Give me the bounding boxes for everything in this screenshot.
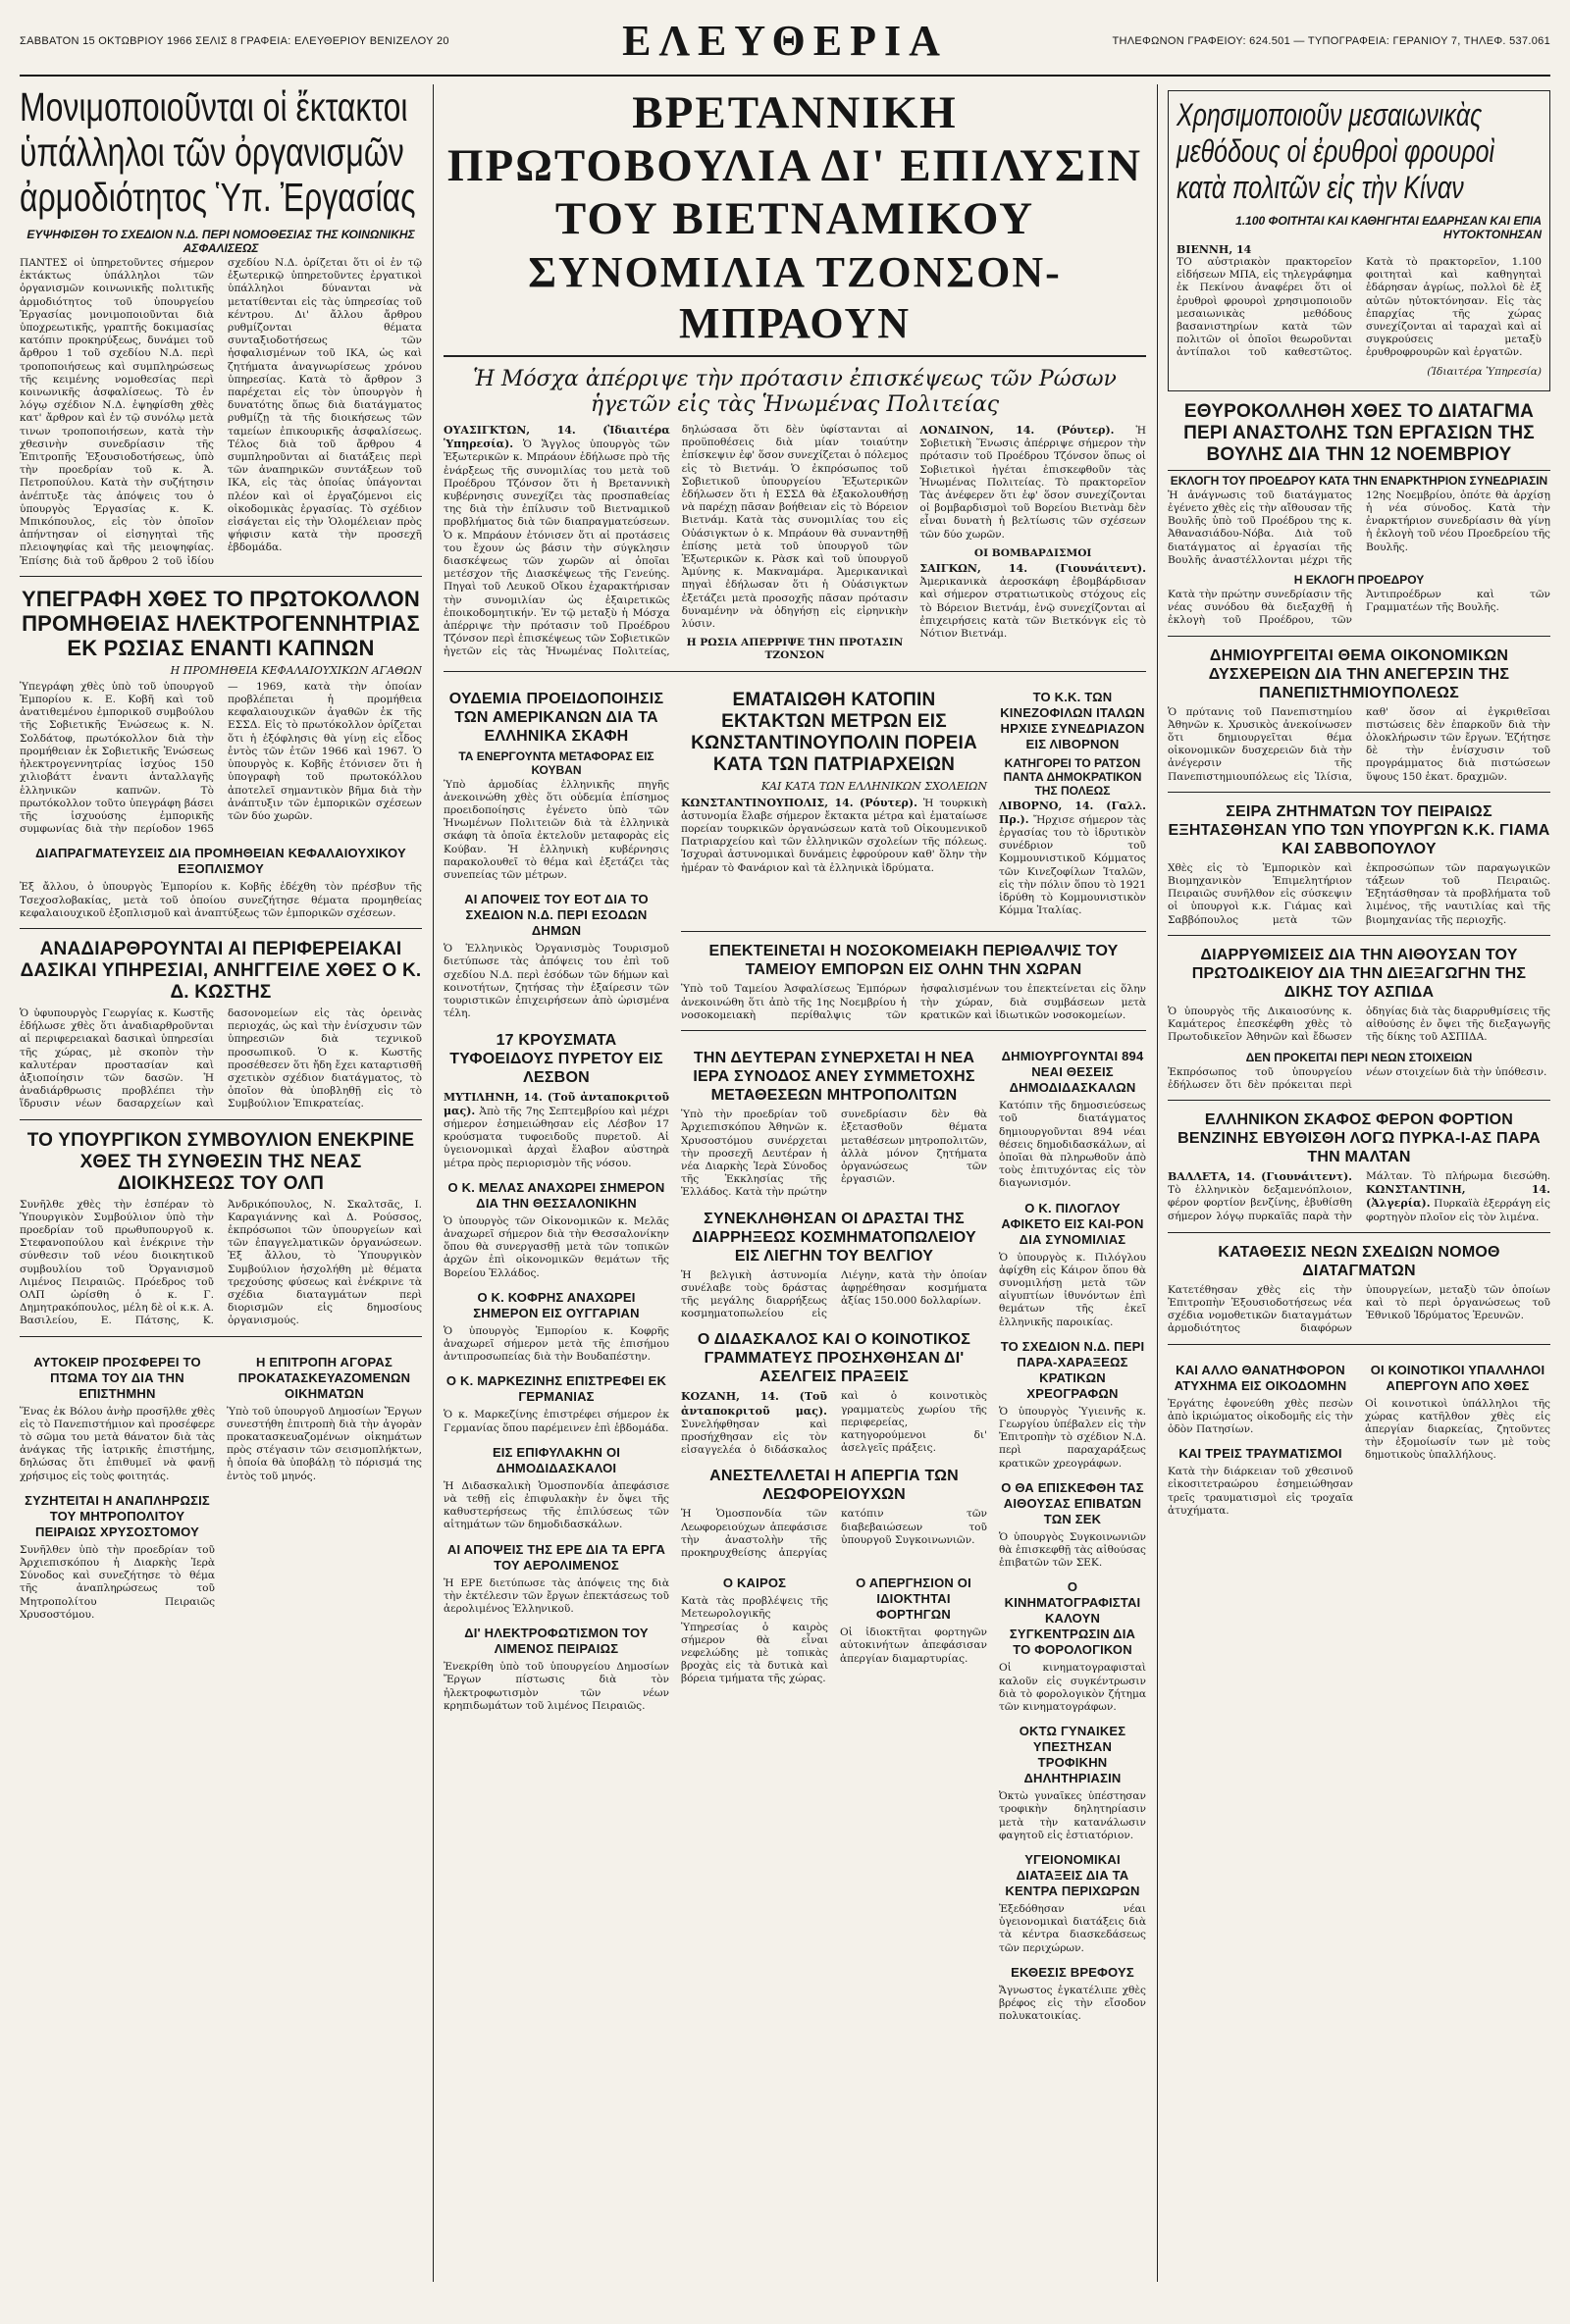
headline-atyxima: ΚΑΙ ΑΛΛΟ ΘΑΝΑΤΗΦΟΡΟΝ ΑΤΥΧΗΜΑ ΕΙΣ ΟΙΚΟΔΟΜΗΝ bbox=[1174, 1362, 1347, 1393]
article-body: Ἡ ΕΡΕ διετύπωσε τὰς ἀπόψεις της διὰ τὴν ἐκτέλεσιν τῶν ἔργων ἐπεκτάσεως τοῦ ἀερολιμένος Ἑλληνικοῦ. bbox=[444, 1576, 669, 1615]
article-body: Συνῆλθε χθὲς τὴν ἑσπέραν τὸ Ὑπουργικὸν Συμβούλιον ὑπὸ τὴν προεδρίαν τοῦ πρωθυπουργοῦ κ. Στεφανοπούλου καὶ ἐνέκρινε τὴν σύνθεσιν τοῦ νέου διοικητικοῦ συμβουλίου τοῦ Ὀργανισμοῦ Λιμένος Πειραιῶς. Πρόεδρος τοῦ ΟΛΠ ὡρίσθη ὁ κ. Γ. Δημητρακόπουλος, μέλη δὲ οἱ κ.κ. Α. Βασιλείου, Ε. Πάτσης, Κ. Ἀνδρικόπουλος, Ν. Σκαλτσᾶς, Ι. Καραγιάννης καὶ Δ. Ρούσσος, ἐκπρόσωποι τῶν ὑπουργείων καὶ τῶν ἐπαγγελματικῶν ὀργανώσεων. Ἐξ ἄλλου, τὸ Ὑπουργικὸν Συμβούλιον ἠσχολήθη μὲ θέματα τρεχούσης φύσεως καὶ ἐνέκρινε τὰ σχέδια διαταγμάτων περὶ διορισμῶν εἰς δημοσίους ὀργανισμούς. bbox=[20, 1198, 422, 1327]
headline-fortigon: Ο ΑΠΕΡΓΗΣΙΟΝ ΟΙ ΙΔΙΟΚΤΗΤΑΙ ΦΟΡΤΗΓΩΝ bbox=[856, 1575, 971, 1623]
article-body: Ὑπὸ ἁρμοδίας ἑλληνικῆς πηγῆς ἀνεκοινώθη χθὲς ὅτι οὐδεμία ἐπίσημος προειδοποίησις ἐγένετο ὑπὸ τῶν Ἡνωμένων Πολιτειῶν διὰ τὰ ἑλληνικὰ σκάφη τὰ ὁποῖα ἐκτελοῦν μεταφορὰς εἰς Κούβαν. Ἡ ἑλληνικὴ κυβέρνησις παρακολουθεῖ τὸ θέμα καὶ ἐξετάζει τὰς συνεπείας τῶν μέτρων. bbox=[444, 778, 669, 882]
subheading: ΔΙΑΠΡΑΓΜΑΤΕΥΣΕΙΣ ΔΙΑ ΠΡΟΜΗΘΕΙΑΝ ΚΕΦΑΛΑΙΟΥΧΙΚΟΥ ΕΞΟΠΛΙΣΜΟΥ bbox=[35, 846, 406, 877]
article-body: Κατὰ τὰς προβλέψεις τῆς Μετεωρολογικῆς Ὑπηρεσίας ὁ καιρὸς σήμερον θὰ εἶναι νεφελώδης μὲ τοπικὰς βροχὰς εἰς τὰ δυτικὰ καὶ βόρεια τμήματα τῆς χώρας. bbox=[681, 1595, 828, 1685]
headline-ygeionomikai: ΥΓΕΙΟΝΟΜΙΚΑΙ ΔΙΑΤΑΞΕΙΣ ΔΙΑ ΤΑ ΚΕΝΤΡΑ ΠΕΡΙΧΩΡΩΝ bbox=[1005, 1851, 1140, 1898]
lead-sub-body: Ἡ Σοβιετικὴ Ἕνωσις ἀπέρριψε σήμερον τὴν πρότασιν τοῦ Προέδρου Τζόνσον ὅπως οἱ Σοβιετικοὶ ἡγέται ἐπισκεφθοῦν τὰς Ἡνωμένας Πολιτείας. Τὸ πρακτορεῖον Τὰς ἀνέφερεν ὅτι ἐφ' ὅσον συνεχίζονται οἱ βομβαρδισμοὶ τοῦ Βορείου Βιετνὰμ δὲν εἶναι δυνατὴ ἡ βελτίωσις τῶν σχέσεων τῶν δύο χωρῶν. bbox=[919, 425, 1146, 541]
dateline: ΛΙΒΟΡΝΟ, 14. (Γαλλ. Πρ.). bbox=[999, 799, 1146, 826]
headline-kouba: ΟΥΔΕΜΙΑ ΠΡΟΕΙΔΟΠΟΙΗΣΙΣ ΤΩΝ ΑΜΕΡΙΚΑΝΩΝ ΔΙΑ ΤΑ ΕΛΛΗΝΙΚΑ ΣΚΑΦΗ bbox=[448, 690, 664, 745]
article-body: Ὁ ὑπουργὸς τῶν Οἰκονομικῶν κ. Μελᾶς ἀναχωρεῖ σήμερον διὰ τὴν Θεσσαλονίκην ὅπου θὰ συνεργασθῇ μετὰ τῶν τοπικῶν ἀρχῶν ἐπὶ οἰκονομικῶν θεμάτων τῆς Βορείου Ἑλλάδος. bbox=[444, 1214, 669, 1279]
article-body: Ἕνας ἐκ Βόλου ἀνὴρ προσῆλθε χθὲς εἰς τὸ Πανεπιστήμιον καὶ προσέφερε τὸ σῶμα του μετὰ θάνατον διὰ τὰς ἀνάγκας τῆς ἰατρικῆς ἐπιστήμης, δηλώσας ὅτι ἐπιθυμεῖ νὰ φανῇ χρήσιμος εἰς τοὺς φοιτητάς. bbox=[20, 1405, 215, 1482]
headline-synodos: ΤΗΝ ΔΕΥΤΕΡΑΝ ΣΥΝΕΡΧΕΤΑΙ Η ΝΕΑ ΙΕΡΑ ΣΥΝΟΔΟΣ ΑΝΕΥ ΣΥΜΜΕΤΟΧΗΣ ΜΕΤΑΘΕΣΕΩΝ ΜΗΤΡΟΠΟΛΙΤΩΝ bbox=[693, 1050, 975, 1105]
headline-894-theseis: ΔΗΜΙΟΥΡΓΟΥΝΤΑΙ 894 ΝΕΑΙ ΘΕΣΕΙΣ ΔΗΜΟΔΙΔΑΣΚΑΛΩΝ bbox=[1001, 1049, 1144, 1096]
center-right-top bbox=[681, 680, 1146, 924]
headline-diatagma: ΕΘΥΡΟΚΟΛΛΗΘΗ ΧΘΕΣ ΤΟ ΔΙΑΤΑΓΜΑ ΠΕΡΙ ΑΝΑΣΤΟΛΗΣ ΤΩΝ ΕΡΓΑΣΙΩΝ ΤΗΣ ΒΟΥΛΗΣ ΔΙΑ ΤΗΝ 12 ΝΟΕΜΒΡΙΟΥ bbox=[1183, 400, 1535, 465]
headline-vrefous: ΕΚΘΕΣΙΣ ΒΡΕΦΟΥΣ bbox=[1011, 1964, 1134, 1980]
article-body: Ὑπὸ τὴν προεδρίαν τοῦ Ἀρχιεπισκόπου Ἀθηνῶν κ. Χρυσοστόμου συνέρχεται τὴν προσεχῆ Δευτέραν ἡ νέα Διαρκὴς Ἱερὰ Σύνοδος τῆς Ἐκκλησίας τῆς Ἑλλάδος. Κατὰ τὴν πρώτην συνεδρίασιν δὲν θὰ ἐξετασθοῦν θέματα μεταθέσεων μητροπολιτῶν, ἀλλὰ μόνον ζητήματα ὀργανώσεως τῶν ἐργασιῶν. bbox=[681, 1109, 987, 1199]
right-bottom-row bbox=[1168, 1353, 1550, 1524]
headline-sek: Ο ΘΑ ΕΠΙΣΚΕΦΘΗ ΤΑΣ ΑΙΘΟΥΣΑΣ ΕΠΙΒΑΤΩΝ ΤΩΝ ΣΕΚ bbox=[1001, 1479, 1144, 1526]
dateline: ΜΥΤΙΛΗΝΗ, 14. (Τοῦ ἀνταποκριτοῦ μας). bbox=[444, 1090, 669, 1117]
article-body: Ὑπὸ τοῦ Ταμείου Ἀσφαλίσεως Ἐμπόρων ἀνεκοινώθη ὅτι ἀπὸ τῆς 1ης Νοεμβρίου ἡ νοσοκομειακὴ περίθαλψις τῶν ἠσφαλισμένων του ἐπεκτείνεται εἰς ὅλην τὴν χώραν, διὰ συμβάσεων μετὰ κρατικῶν καὶ ἰδιωτικῶν νοσοκομείων. bbox=[681, 983, 1146, 1021]
article-body: Ἄγνωστος ἐγκατέλιπε χθὲς βρέφος εἰς τὴν εἴσοδον πολυκατοικίας. bbox=[999, 1984, 1146, 2023]
article-body: Ὁ Ἑλληνικὸς Ὀργανισμὸς Τουρισμοῦ διετύπωσε τὰς ἀπόψεις του ἐπὶ τοῦ σχεδίου Ν.Δ. περὶ ἐσόδων τῶν δήμων καὶ κοινοτήτων, ζητήσας τὴν ἐξαίρεσιν τῶν τουριστικῶν ἐπιχειρήσεων ἀπὸ ὡρισμένα τέλη. bbox=[444, 943, 669, 1020]
divider bbox=[1168, 792, 1550, 793]
source: (Ἰδιαιτέρα Ὑπηρεσία) bbox=[1427, 365, 1542, 378]
body-text: Ἤρχισε σήμερον τὰς ἐργασίας του τὸ ἱδρυτικὸν συνέδριον τοῦ Κομμουνιστικοῦ Κόμματος τῶν Κινεζοφίλων Ἰταλῶν, εἰς τὴν πόλιν ὅπου τὸ 1921 ἱδρύθη τὸ Κομμουνιστικὸν Κόμμα Ἰταλίας. bbox=[999, 813, 1146, 917]
divider bbox=[681, 931, 1146, 932]
headline-protokollon: ΥΠΕΓΡΑΦΗ ΧΘΕΣ ΤΟ ΠΡΩΤΟΚΟΛΛΟΝ ΠΡΟΜΗΘΕΙΑΣ ΗΛΕΚΤΡΟΓΕΝΝΗΤΡΙΑΣ ΕΚ ΡΩΣΙΑΣ ΕΝΑΝΤΙ ΚΑΠΝΩΝ bbox=[21, 586, 420, 660]
kicker: ΚΑΙ ΚΑΤΑ ΤΩΝ ΕΛΛΗΝΙΚΩΝ ΣΧΟΛΕΙΩΝ bbox=[760, 779, 987, 793]
headline-markezinis: Ο Κ. ΜΑΡΚΕΖΙΝΗΣ ΕΠΙΣΤΡΕΦΕΙ ΕΚ ΓΕΡΜΑΝΙΑΣ bbox=[445, 1373, 667, 1405]
masthead bbox=[20, 14, 1550, 77]
headline-kairos: Ο ΚΑΙΡΟΣ bbox=[722, 1575, 787, 1591]
article-body: ΠΑΝΤΕΣ οἱ ὑπηρετοῦντες σήμερον ἐκτάκτως ὑπάλληλοι τῶν ὀργανισμῶν κοινωνικῆς πολιτικῆς ἁρμοδιότητος τοῦ ὑπουργείου Ἐργασίας μονιμοποιοῦνται διὰ ὑποχρεωτικῆς, γραπτῆς δοκιμασίας κατόπιν προκηρύξεως, δυνάμει τοῦ ἄρθρου 1 τοῦ σχεδίου Ν.Δ. περὶ τροποποιήσεως καὶ συμπληρώσεως τῆς κειμένης νομοθεσίας περὶ κοινωνικῆς ἀσφαλίσεως. Τὸ ἐν λόγῳ σχέδιον Ν.Δ. ἐψηφίσθη χθὲς κατ' ἄρθρον καὶ ἐν τῷ συνόλῳ μετὰ τινων τροποποιήσεων, κατὰ τὴν χθεσινὴν συνεδρίασιν τῆς Ἐπιτροπῆς Ἐξουσιοδοτήσεως, ὑπὸ τὴν προεδρίαν τοῦ κ. Ἀ. Πετροπούλου. Κατὰ τὴν συζήτησιν ἀνέπτυξε τὰς ἀπόψεις του ὁ ὑπουργὸς Ἐργασίας κ. Κ. Μπικόπουλος, εἰς τὸν ὁποῖον ἀπήντησαν οἱ εἰσηγηταὶ τῆς πλειοψηφίας καὶ τῆς μειοψηφίας. Ἐπίσης διὰ τοῦ ἄρθρου 2 τοῦ ἰδίου σχεδίου Ν.Δ. ὁρίζεται ὅτι οἱ ἐν τῷ ἐξωτερικῷ ὑπηρετοῦντες ἐργατικοὶ ὑπάλληλοι δύνανται νὰ μετατίθενται εἰς τὰς ὑπηρεσίας τοῦ κέντρου. Δι' ἄλλου ἄρθρου ρυθμίζονται θέματα συνταξιοδοτήσεως τῶν ἠσφαλισμένων τοῦ ΙΚΑ, ὡς καὶ ζητήματα ἀναγνωρίσεως χρόνου ὑπηρεσίας. Κατὰ τὸ ἄρθρον 3 παρέχεται εἰς τὸν ὑπουργὸν ἡ δυνατότης ὅπως διὰ διατάγματος ρυθμίζῃ τὰ τῆς διοικήσεως τῶν ταμείων ἐπικουρικῆς ἀσφαλίσεως. Τέλος διὰ τοῦ ἄρθρου 4 συμπληροῦνται αἱ διατάξεις περὶ τῶν ἀναπηρικῶν συντάξεων τοῦ ΙΚΑ, εἰς τὰς ὁποίας ὑπάγονται πλέον καὶ οἱ ἐργαζόμενοι εἰς οἰκοδομικὰς ἐργασίας. Τὸ σχέδιον εἰσάγεται εἰς τὴν Ὁλομέλειαν πρὸς ψήφισιν κατὰ τὴν προσεχῆ ἑβδομάδα. bbox=[20, 257, 422, 567]
subheading: ΟΙ ΒΟΜΒΑΡΔΙΣΜΟΙ bbox=[973, 546, 1092, 559]
lead-body bbox=[444, 424, 1146, 663]
article-body bbox=[1168, 1170, 1550, 1224]
right-column bbox=[1168, 84, 1550, 1524]
divider bbox=[1168, 636, 1550, 637]
headline-livorno: ΤΟ Κ.Κ. ΤΩΝ ΚΙΝΕΖΟΦΙΛΩΝ ΙΤΑΛΩΝ ΗΡΧΙΣΕ ΣΥΝΕΔΡΙΑΖΟΝ ΕΙΣ ΛΙΒΟΡΝΟΝ bbox=[1000, 689, 1145, 751]
headline-katathesis: ΚΑΤΑΘΕΣΙΣ ΝΕΩΝ ΣΧΕΔΙΩΝ ΝΟΜΟΘ ΔΙΑΤΑΓΜΑΤΩΝ bbox=[1218, 1243, 1500, 1279]
article-body: Ἡ Ὁμοσπονδία τῶν Λεωφορειούχων ἀπεφάσισε τὴν ἀναστολὴν τῆς προκηρυχθείσης ἀπεργίας κατόπιν τῶν διαβεβαιώσεων τοῦ ὑπουργοῦ Συγκοινωνιῶν. bbox=[681, 1508, 987, 1559]
article-body: Ὁ ὑπουργὸς Ὑγιεινῆς κ. Γεωργίου ὑπέβαλεν εἰς τὴν Ἐπιτροπὴν τὸ σχέδιον Ν.Δ. περὶ παραχαράξεως κρατικῶν χρεογράφων. bbox=[999, 1405, 1146, 1470]
lead-body-text: Ὁ Ἄγγλος ὑπουργὸς τῶν Ἐξωτερικῶν κ. Μπράουν ἐδήλωσε πρὸ τῆς ἐνάρξεως τῆς συνομιλίας του μετὰ τοῦ Προέδρου Τζόνσον ὅτι ἡ Βρεταννικὴ κυβέρνησις συνεχίζει τὰς προσπαθείας της διὰ τὴν ἐπίλυσιν τοῦ Βιετναμικοῦ προβλήματος διὰ τῶν διαπραγματεύσεων. Ὁ κ. Μπράουν ἐτόνισεν ὅτι αἱ προτάσεις του ἔχουν ὡς βάσιν τὴν σύγκλησιν διασκέψεως τῶν χωρῶν αἱ ὁποῖαι μετέσχον τῆς Διασκέψεως τῆς Γενεύης. Πηγαὶ τοῦ Λευκοῦ Οἴκου ἐχαρακτήρισαν τὴν συνομιλίαν ὡς ἐξαιρετικῶς ἐποικοδομητικήν. Ἐν τῷ μεταξὺ ἡ Μόσχα ἀπέρριψε τὴν πρότασιν τοῦ Προέδρου Τζόνσον περὶ ἐπισκέψεως τῶν Σοβιετικῶν ἡγετῶν εἰς τὰς Ἡνωμένας Πολιτείας, δηλώσασα ὅτι δὲν ὑφίστανται αἱ προϋποθέσεις διὰ μίαν τοιαύτην ἐπίσκεψιν ἐφ' ὅσον συνεχίζεται ὁ πόλεμος εἰς τὸ Βιετνάμ. Ὁ ἐκπρόσωπος τοῦ Σοβιετικοῦ ὑπουργείου Ἐξωτερικῶν ἐδήλωσεν ὅτι ἡ ΕΣΣΔ θὰ ἐξακολουθήσῃ νὰ παρέχῃ πᾶσαν βοήθειαν εἰς τὸ Βόρειον Βιετνάμ. Κατὰ τὰς συνομιλίας του εἰς Οὐάσιγκτων ὁ κ. Μπράουν θὰ συναντηθῇ ἐπίσης μετὰ τοῦ ὑπουργοῦ τῶν Ἐξωτερικῶν κ. Ρὰσκ καὶ τοῦ ὑπουργοῦ Ἀμύνης κ. Μακναμάρα. Ἀμερικανικαὶ πηγαὶ ἐδήλωσαν ὅτι ἡ Οὐάσιγκτων ἐξετάζει μετὰ προσοχῆς πᾶσαν πρότασιν δυναμένην νὰ ὁδηγήσῃ εἰς εἰρηνικὴν λύσιν. bbox=[444, 424, 909, 658]
kicker: ΕΚΛΟΓΗ ΤΟΥ ΠΡΟΕΔΡΟΥ ΚΑΤΑ ΤΗΝ ΕΝΑΡΚΤΗΡΙΟΝ ΣΥΝΕΔΡΙΑΣΙΝ bbox=[1168, 470, 1550, 488]
headline-peiraios: ΣΕΙΡΑ ΖΗΤΗΜΑΤΩΝ ΤΟΥ ΠΕΙΡΑΙΩΣ ΕΞΗΤΑΣΘΗΣΑΝ ΥΠΟ ΤΩΝ ΥΠΟΥΡΓΩΝ Κ.Κ. ΓΙΑΜΑ ΚΑΙ ΣΑΒΒΟΠΟΥΛΟΥ bbox=[1168, 802, 1550, 857]
article-body: Κατόπιν τῆς δημοσιεύσεως τοῦ διατάγματος δημιουργοῦνται 894 νέαι θέσεις δημοδιδασκάλων, αἱ ὁποῖαι θὰ πληρωθοῦν ἀπὸ τοὺς ἐπιτυχόντας εἰς τὸν διαγωνισμόν. bbox=[999, 1100, 1146, 1190]
dateline: ΒΑΛΛΕΤΑ, 14. (Γιουνάιτεντ). bbox=[1168, 1169, 1352, 1183]
article-body: Ἐξ ἄλλου, ὁ ὑπουργὸς Ἐμπορίου κ. Κοβῆς ἐδέχθη τὸν πρέσβυν τῆς Τσεχοσλοβακίας, μετὰ τοῦ ὁποίου συνεζήτησε θέματα προμηθείας κεφαλαιουχικοῦ ἐξοπλισμοῦ καὶ ἀναπτύξεως τῶν ἐμπορικῶν σχέσεων. bbox=[20, 881, 422, 919]
dateline: ΛΟΝΔΙΝΟΝ, 14. (Ρόυτερ). bbox=[919, 424, 1115, 437]
headline-dimodidaskaloi: ΕΙΣ ΕΠΙΦΥΛΑΚΗΝ ΟΙ ΔΗΜΟΔΙΔΑΣΚΑΛΟΙ bbox=[492, 1444, 621, 1475]
center-right-mid bbox=[681, 1039, 1146, 2029]
headline-melas: Ο Κ. ΜΕΛΑΣ ΑΝΑΧΩΡΕΙ ΣΗΜΕΡΟΝ ΔΙΑ ΤΗΝ ΘΕΣΣΑΛΟΝΙΚΗΝ bbox=[447, 1179, 665, 1211]
headline-paraxaraxeos: ΤΟ ΣΧΕΔΙΟΝ Ν.Δ. ΠΕΡΙ ΠΑΡΑ-ΧΑΡΑΞΕΩΣ ΚΡΑΤΙΚΩΝ ΧΡΕΟΓΡΑΦΩΝ bbox=[1000, 1338, 1145, 1401]
headline-olp: ΤΟ ΥΠΟΥΡΓΙΚΟΝ ΣΥΜΒΟΥΛΙΟΝ ΕΝΕΚΡΙΝΕ ΧΘΕΣ ΤΗ ΣΥΝΘΕΣΙΝ ΤΗΣ ΝΕΑΣ ΔΙΟΙΚΗΣΕΩΣ ΤΟΥ ΟΛΠ bbox=[26, 1129, 415, 1194]
headline-didaskalos: Ο ΔΙΔΑΣΚΑΛΟΣ ΚΑΙ Ο ΚΟΙΝΟΤΙΚΟΣ ΓΡΑΜΜΑΤΕΥΣ ΠΡΟΣΗΧΘΗΣΑΝ ΔΙ' ΑΣΕΛΓΕΙΣ ΠΡΑΞΕΙΣ bbox=[697, 1331, 971, 1386]
divider bbox=[20, 1336, 422, 1337]
article-body: Ἡ Διδασκαλικὴ Ὁμοσπονδία ἀπεφάσισε νὰ τεθῇ εἰς ἐπιφυλακὴν ἐν ὄψει τῆς καθυστερήσεως τῆς ἐπιλύσεως τῶν αἰτημάτων τῶν δημοδιδασκάλων. bbox=[444, 1479, 669, 1531]
lead-headline: ΒΡΕΤΑΝΝΙΚΗ ΠΡΩΤΟΒΟΥΛΙΑ ΔΙ' ΕΠΙΛΥΣΙΝ ΤΟΥ ΒΙΕΤΝΑΜΙΚΟΥ bbox=[446, 87, 1143, 244]
headline-gynaikes: ΟΚΤΩ ΓΥΝΑΙΚΕΣ ΥΠΕΣΤΗΣΑΝ ΤΡΟΦΙΚΗΝ ΔΗΛΗΤΗΡΙΑΣΙΝ bbox=[1019, 1724, 1126, 1786]
kicker: ΚΑΤΗΓΟΡΕΙ ΤΟ ΡΑΤΣΟΝ ΠΑΝΤΑ ΔΗΜΟΚΡΑΤΙΚΟΝ ΤΗΣ ΠΟΛΕΩΣ bbox=[1003, 755, 1142, 798]
article-body: Οἱ κοινοτικοὶ ὑπάλληλοι τῆς χώρας κατῆλθον χθὲς εἰς ἀπεργίαν διαρκείας, ζητοῦντες τὴν ἐξομοίωσίν των μὲ τοὺς δημοτικοὺς ὑπαλλήλους. bbox=[1365, 1397, 1550, 1462]
body-text: Πυρκαϊὰ ἐξερράγη εἰς φορτηγὸν πλοῖον εἰς τὸν λιμένα. bbox=[1366, 1198, 1550, 1223]
headline-limenos: ΔΙ' ΗΛΕΚΤΡΟΦΩΤΙΣΜΟΝ ΤΟΥ ΛΙΜΕΝΟΣ ΠΕΙΡΑΙΩΣ bbox=[464, 1626, 649, 1657]
headline-piloglou: Ο Κ. ΠΙΛΟΓΛΟΥ ΑΦΙΚΕΤΟ ΕΙΣ ΚΑΙ-ΡΟΝ ΔΙΑ ΣΥΝΟΜΙΛΙΑΣ bbox=[1001, 1200, 1144, 1247]
headline-monimopoiountai: Μονιμοποιοῦνται οἱ ἔκτακτοι ὑπάλληλοι τῶν ὀργανισμῶν ἀρμοδιότητος Ὑπ. Ἐργασίας bbox=[20, 84, 416, 220]
article-body: Ὑπεγράφη χθὲς ὑπὸ τοῦ ὑπουργοῦ Ἐμπορίου κ. Ε. Κοβῆ καὶ τοῦ ἀνατιθεμένου ἐμπορικοῦ συμβούλου τῆς Σοβιετικῆς Ἑνώσεως κ. Ν. Σολδάτοφ, πρωτόκολλον διὰ τὴν προμήθειαν ἐκ Σοβιετικῆς Ἑνώσεως ἡλεκτρογεννητρίας ἰσχύος 150 χιλιοβάττ ἐναντι ἀνταλλαγῆς ἑλληνικῶν καπνῶν. Τὸ πρωτόκολλον τοῦτο ὑπεγράφη βάσει τῆς ἰσχυούσης ἐμπορικῆς συμφωνίας διὰ τὴν περίοδον 1965 — 1969, κατὰ τὴν ὁποίαν προβλέπεται ἡ προμήθεια κεφαλαιουχικῶν ἀγαθῶν ἐκ τῆς ΕΣΣΔ. Εἰς τὸ πρωτόκολλον ὁρίζεται ὅτι ἡ ἐξόφλησις θὰ γίνῃ εἰς εἶδος ἐντὸς τῶν ἐτῶν 1966 καὶ 1967. Ὁ ὑπουργὸς κ. Κοβῆς ἐτόνισεν ὅτι ἡ ὑπογραφὴ τοῦ πρωτοκόλλου ἀποτελεῖ σημαντικὸν βῆμα διὰ τὴν ἀνάπτυξιν τῶν ἐμπορικῶν σχέσεων τῶν δύο χωρῶν. bbox=[20, 680, 422, 836]
body-text: Τὸ ἑλληνικὸν δεξαμενόπλοιον, φέρον φορτίον βενζίνης, ἐβυθίσθη σήμερον λόγῳ πυρκαϊᾶς παρὰ τὴν Μάλταν. Τὸ πλήρωμα διεσώθη. bbox=[1168, 1169, 1550, 1222]
article-body: Ἡ βελγικὴ ἀστυνομία συνέλαβε τοὺς δράστας τῆς μεγάλης διαρρήξεως κοσμηματοπωλείου εἰς Λιέγην, κατὰ τὴν ὁποίαν ἀφῃρέθησαν κοσμήματα ἀξίας 150.000 δολλαρίων. bbox=[681, 1268, 987, 1320]
article-body: Ἐξεδόθησαν νέαι ὑγειονομικαὶ διατάξεις διὰ τὰ κέντρα διασκεδάσεως τῶν περιχώρων. bbox=[999, 1902, 1146, 1954]
headline-lesvos: 17 ΚΡΟΥΣΜΑΤΑ ΤΥΦΟΕΙΔΟΥΣ ΠΥΡΕΤΟΥ ΕΙΣ ΛΕΣΒΟΝ bbox=[449, 1031, 663, 1086]
article-body: Ὁ ὑπουργὸς τῆς Δικαιοσύνης κ. Καμάτερος ἐπεσκέφθη χθὲς τὸ Πρωτοδικεῖον Ἀθηνῶν καὶ ἔδωσεν ὁδηγίας διὰ τὰς διαρρυθμίσεις τῆς αἰθούσης ἐν ὄψει τῆς διεξαγωγῆς τῆς δίκης τοῦ ΑΣΠΙΔΑ. bbox=[1168, 1005, 1550, 1044]
lead-sub-body: Ἀμερικανικὰ ἀεροσκάφη ἐβομβάρδισαν καὶ σήμερον στρατιωτικοὺς στόχους εἰς τὸ Βόρειον Βιετνάμ, ἐνῷ συνεχίζονται αἱ ἐπιχειρήσεις κατὰ τῶν Βιετκόνγκ εἰς τὸ Νότιον Βιετνάμ. bbox=[919, 576, 1146, 641]
headline-panepistimioupolis: ΔΗΜΙΟΥΡΓΕΙΤΑΙ ΘΕΜΑ ΟΙΚΟΝΟΜΙΚΩΝ ΔΥΣΧΕΡΕΙΩΝ ΔΙΑ ΤΗΝ ΑΝΕΓΕΡΣΙΝ ΤΗΣ ΠΑΝΕΠΙΣΤΗΜΙΟΥΠΟΛΕΩΣ bbox=[1208, 646, 1510, 701]
headline-eot: ΑΙ ΑΠΟΨΕΙΣ ΤΟΥ ΕΟΤ ΔΙΑ ΤΟ ΣΧΕΔΙΟΝ Ν.Δ. ΠΕΡΙ ΕΣΟΔΩΝ ΔΗΜΩΝ bbox=[464, 892, 649, 939]
divider bbox=[20, 928, 422, 929]
kicker: 1.100 ΦΟΙΤΗΤΑΙ ΚΑΙ ΚΑΘΗΓΗΤΑΙ ΕΔΑΡΗΣΑΝ ΚΑΙ ΕΠΙΑ ΗΥΤΟΚΤΟΝΗΣΑΝ bbox=[1235, 214, 1542, 241]
kicker: ΤΑ ΕΝΕΡΓΟΥΝΤΑ ΜΕΤΑΦΟΡΑΣ ΕΙΣ ΚΟΥΒΑΝ bbox=[458, 749, 654, 777]
headline-kinimatografistai: Ο ΚΙΝΗΜΑΤΟΓΡΑΦΙΣΤΑΙ ΚΑΛΟΥΝ ΣΥΓΚΕΝΤΡΩΣΙΝ ΔΙΑ ΤΟ ΦΟΡΟΛΟΓΙΚΟΝ bbox=[1004, 1579, 1141, 1658]
subheading: Η ΡΩΣΙΑ ΑΠΕΡΡΙΨΕ ΤΗΝ ΠΡΟΤΑΣΙΝ ΤΖΟΝΣΟΝ bbox=[686, 637, 904, 662]
article-body bbox=[999, 800, 1146, 918]
divider bbox=[1168, 935, 1550, 936]
boxed-article bbox=[1168, 90, 1550, 391]
article-body: Κατὰ τὴν πρώτην συνεδρίασιν τῆς νέας συνόδου θὰ διεξαχθῇ ἡ ἐκλογὴ τοῦ Προέδρου, τῶν Ἀντιπροέδρων καὶ τῶν Γραμματέων τῆς Βουλῆς. bbox=[1168, 589, 1550, 627]
divider bbox=[20, 576, 422, 577]
dateline: ΚΩΝΣΤΑΝΤΙΝΟΥΠΟΛΙΣ, 14. (Ρόυτερ). bbox=[681, 796, 917, 809]
article-body: Ὑπὸ τοῦ ὑπουργοῦ Δημοσίων Ἔργων συνεστήθη ἐπιτροπὴ διὰ τὴν ἀγορὰν προκατασκευαζομένων οἰκημάτων πρὸς στέγασιν τῶν σεισμοπλήκτων, ἡ ὁποία θὰ ὑποβάλῃ τὸ πόρισμά της ἐντὸς τοῦ μηνός. bbox=[227, 1405, 422, 1482]
lead-headline-2: ΣΥΝΟΜΙΛΙΑ ΤΖΟΝΣΟΝ-ΜΠΡΑΟΥΝ bbox=[444, 247, 1146, 357]
kicker: ΕΥΨΗΦΙΣΘΗ ΤΟ ΣΧΕΔΙΟΝ Ν.Δ. ΠΕΡΙ ΝΟΜΟΘΕΣΙΑΣ ΤΗΣ ΚΟΙΝΩΝΙΚΗΣ ΑΣΦΑΛΙΣΕΩΣ bbox=[26, 228, 415, 255]
subheading: Η ΕΚΛΟΓΗ ΠΡΟΕΔΡΟΥ bbox=[1293, 573, 1425, 588]
headline-dasikai: ΑΝΑΔΙΑΡΘΡΟΥΝΤΑΙ ΑΙ ΠΕΡΙΦΕΡΕΙΑΚΑΙ ΔΑΣΙΚΑΙ ΥΠΗΡΕΣΙΑΙ, ΑΝΗΓΓΕΙΛΕ ΧΘΕΣ Ο Κ. Δ. ΚΩΣΤΗΣ bbox=[20, 938, 422, 1003]
headline-koinotikoi: ΟΙ ΚΟΙΝΟΤΙΚΟΙ ΥΠΑΛΛΗΛΟΙ ΑΠΕΡΓΟΥΝ ΑΠΟ ΧΘΕΣ bbox=[1370, 1362, 1545, 1393]
article-body: Ἐκπρόσωπος τοῦ ὑπουργείου ἐδήλωσεν ὅτι δὲν πρόκειται περὶ νέων στοιχείων διὰ τὴν ὑπόθεσιν. bbox=[1168, 1065, 1547, 1091]
body-text: Ἀπὸ τῆς 7ης Σεπτεμβρίου καὶ μέχρι σήμερον ἐσημειώθησαν εἰς Λέσβον 17 κρούσματα τυφοειδοῦς πυρετοῦ. Αἱ ὑγειονομικαὶ ἀρχαὶ ἔλαβον αὐστηρὰ μέτρα πρὸς περιορισμὸν τῆς νόσου. bbox=[444, 1105, 669, 1169]
divider bbox=[1168, 1344, 1550, 1345]
divider bbox=[444, 671, 1146, 672]
center-column bbox=[444, 84, 1146, 2029]
divider bbox=[1168, 1232, 1550, 1233]
headline-malta: ΕΛΛΗΝΙΚΟΝ ΣΚΑΦΟΣ ΦΕΡΟΝ ΦΟΡΤΙΟΝ ΒΕΝΖΙΝΗΣ ΕΒΥΘΙΣΘΗ ΛΟΓΩ ΠΥΡΚΑ-Ι-ΑΣ ΠΑΡΑ ΤΗΝ ΜΑΛΤΑΝ bbox=[1178, 1110, 1541, 1165]
article-body: Ἐνεκρίθη ὑπὸ τοῦ ὑπουργείου Δημοσίων Ἔργων πίστωσις διὰ τὸν ἠλεκτροφωτισμὸν τῶν νέων κρηπιδωμάτων τοῦ λιμένος Πειραιῶς. bbox=[444, 1661, 669, 1712]
headline-ere: ΑΙ ΑΠΟΨΕΙΣ ΤΗΣ ΕΡΕ ΔΙΑ ΤΑ ΕΡΓΑ ΤΟΥ ΑΕΡΟΛΙΜΕΝΟΣ bbox=[446, 1541, 666, 1573]
column-rule bbox=[1157, 84, 1158, 2282]
article-body bbox=[681, 1390, 987, 1457]
article-body: Ὁ ὑφυπουργὸς Γεωργίας κ. Κωστῆς ἐδήλωσε χθὲς ὅτι ἀναδιαρθροῦνται αἱ περιφερειακαὶ δασικαὶ ὑπηρεσίαι τῆς χώρας, μὲ σκοπὸν τὴν καλυτέραν προστασίαν καὶ ἀξιοποίησιν τῶν δασῶν. Ἡ ἀναδιάρθρωσις προβλέπει τὴν ἵδρυσιν νέων δασαρχείων καὶ δασονομείων εἰς τὰς ὀρεινὰς περιοχάς, ὡς καὶ τὴν ἐνίσχυσιν τῶν ὑπηρεσιῶν διὰ τεχνικοῦ προσωπικοῦ. Ὁ κ. Κωστῆς προσέθεσεν ὅτι ἤδη ἔχει καταρτισθῆ σχετικὸν σχέδιον διατάγματος, τὸ ὁποῖον θὰ ὑποβληθῇ εἰς τὸ Συμβούλιον Ἐπικρατείας. bbox=[20, 1007, 422, 1110]
dateline: ΚΩΝΣΤΑΝΤΙΝΗ, 14. (Ἀλγερία). bbox=[1366, 1183, 1550, 1211]
headline-aspida: ΔΙΑΡΡΥΘΜΙΣΕΙΣ ΔΙΑ ΤΗΝ ΑΙΘΟΥΣΑΝ ΤΟΥ ΠΡΩΤΟΔΙΚΕΙΟΥ ΔΙΑ ΤΗΝ ΔΙΕΞΑΓΩΓΗΝ ΤΗΣ ΔΙΚΗΣ ΤΟΥ ΑΣΠΙΔΑ bbox=[1191, 946, 1527, 1001]
divider bbox=[1168, 1100, 1550, 1101]
article-body: Χθὲς εἰς τὸ Ἐμπορικὸν καὶ Βιομηχανικὸν Ἐπιμελητήριον Πειραιῶς συνῆλθον εἰς σύσκεψιν οἱ ὑπουργοὶ κ.κ. Γιάμας καὶ Σαββόπουλος μετὰ τῶν ἐκπροσώπων τῶν παραγωγικῶν τάξεων τοῦ Πειραιῶς. Ἐξητάσθησαν τὰ προβλήματα τοῦ λιμένος, τῆς ναυτιλίας καὶ τῆς βιομηχανίας τῆς περιοχῆς. bbox=[1168, 861, 1550, 926]
dateline: ΚΟΖΑΝΗ, 14. (Τοῦ ἀνταποκριτοῦ μας). bbox=[681, 1390, 827, 1418]
masthead-date: ΣΑΒΒΑΤΟΝ 15 ΟΚΤΩΒΡΙΟΥ 1966 ΣΕΛΙΣ 8 ΓΡΑΦΕΙΑ: ΕΛΕΥΘΕΡΙΟΥ ΒΕΝΙΖΕΛΟΥ 20 bbox=[20, 35, 449, 47]
left-column bbox=[20, 84, 422, 1627]
article-body: Συνῆλθεν ὑπὸ τὴν προεδρίαν τοῦ Ἀρχιεπισκόπου ἡ Διαρκὴς Ἱερὰ Σύνοδος καὶ συνεζήτησε τὸ θέμα τῆς ἀναπληρώσεως τοῦ Μητροπολίτου Πειραιῶς Χρυσοστόμου. bbox=[20, 1543, 215, 1621]
headline-ptoma: ΑΥΤΟΚΕΙΡ ΠΡΟΣΦΕΡΕΙ ΤΟ ΠΤΩΜΑ ΤΟΥ ΔΙΑ ΤΗΝ ΕΠΙΣΤΗΜΗΝ bbox=[33, 1354, 201, 1401]
lead-subheadline: Ἡ Μόσχα ἀπέρριψε τὴν πρότασιν ἐπισκέψεως τῶν Ρώσων ἡγετῶν εἰς τὰς Ἡνωμένας Πολιτείας bbox=[473, 367, 1117, 417]
dateline: ΣΑΙΓΚΩΝ, 14. (Γιουνάιτεντ). bbox=[919, 562, 1146, 576]
headline-liegi: ΣΥΝΕΚΛΗΘΗΣΑΝ ΟΙ ΔΡΑΣΤΑΙ ΤΗΣ ΔΙΑΡΡΗΞΕΩΣ ΚΟΣΜΗΜΑΤΟΠΩΛΕΙΟΥ ΕΙΣ ΛΙΕΓΗΝ ΤΟΥ ΒΕΛΓΙΟΥ bbox=[692, 1210, 976, 1265]
article-body: Ἐργάτης ἐφονεύθη χθὲς πεσὼν ἀπὸ ἰκριώματος οἰκοδομῆς εἰς τὴν ὁδὸν Πατησίων. bbox=[1168, 1397, 1353, 1435]
article-body bbox=[681, 797, 987, 875]
article-body: Ἡ ἀνάγνωσις τοῦ διατάγματος ἐγένετο χθὲς εἰς τὴν αἴθουσαν τῆς Βουλῆς ὑπὸ τοῦ Προέδρου της κ. Ἀθανασιάδου-Νόβα. Διὰ τοῦ διατάγματος αἱ ἐργασίαι τῆς Βουλῆς ἀναστέλλονται μέχρι τῆς 12ης Νοεμβρίου, ὁπότε θὰ ἀρχίσῃ ἡ νέα σύνοδος. Κατὰ τὴν ἐναρκτήριον συνεδρίασιν θὰ γίνῃ ἡ ἐκλογὴ τοῦ νέου Προεδρείου τῆς Βουλῆς. bbox=[1168, 489, 1550, 566]
article-body: Ὁ ὑπουργὸς Ἐμπορίου κ. Κοφρῆς ἀναχωρεῖ σήμερον μετὰ τῆς ἐπισήμου ἀντιπροσωπείας διὰ τὴν Βουδαπέστην. bbox=[444, 1324, 669, 1364]
headline-oikimaton: Η ΕΠΙΤΡΟΠΗ ΑΓΟΡΑΣ ΠΡΟΚΑΤΑΣΚΕΥΑΖΟΜΕΝΩΝ ΟΙΚΗΜΑΤΩΝ bbox=[237, 1354, 411, 1401]
article-body: Ὁ ὑπουργὸς κ. Πιλόγλου ἀφίχθη εἰς Κάιρον ὅπου θὰ συνομιλήσῃ μετὰ τῶν αἰγυπτίων ἰθυνόντων ἐπὶ θεμάτων τῆς ἐκεῖ ἑλληνικῆς παροικίας. bbox=[999, 1251, 1146, 1328]
headline-patriarxeia: ΕΜΑΤΑΙΩΘΗ ΚΑΤΟΠΙΝ ΕΚΤΑΚΤΩΝ ΜΕΤΡΩΝ ΕΙΣ ΚΩΝΣΤΑΝΤΙΝΟΥΠΟΛΙΝ ΠΟΡΕΙΑ ΚΑΤΑ ΤΩΝ ΠΑΤΡΙΑΡΧΕΙΩΝ bbox=[691, 689, 977, 775]
newspaper-title: ΕΛΕΥΘΕΡΙΑ bbox=[622, 17, 948, 65]
article-body bbox=[444, 1091, 669, 1170]
article-body: Ὁ πρύτανις τοῦ Πανεπιστημίου Ἀθηνῶν κ. Χρυσικὸς ἀνεκοίνωσεν ὅτι δημιουργεῖται θέμα οἰκονομικῶν δυσχερειῶν διὰ τὴν ἀνέγερσιν τῆς Πανεπιστημιουπόλεως εἰς Ἰλίσια, καθ' ὅσον αἱ ἐγκριθεῖσαι πιστώσεις δὲν ἐπαρκοῦν διὰ τὴν ὁλοκλήρωσιν τῶν ἔργων. Ἐζήτησε δὲ τὴν ἐνίσχυσιν τοῦ προγράμματος διὰ πιστώσεων ὕψους 150 ἑκατ. δραχμῶν. bbox=[1168, 705, 1550, 783]
divider bbox=[681, 1030, 1146, 1031]
article-body: Ὀκτὼ γυναῖκες ὑπέστησαν τροφικὴν δηλητηρίασιν μετὰ τὴν κατανάλωσιν φαγητοῦ εἰς ἑστιατόριον. bbox=[999, 1790, 1146, 1841]
article-body: Οἱ ἰδιοκτῆται φορτηγῶν αὐτοκινήτων ἀπεφάσισαν ἀπεργίαν διαμαρτυρίας. bbox=[840, 1627, 987, 1665]
weather-row bbox=[681, 1566, 987, 1691]
article-body: Ὁ κ. Μαρκεζίνης ἐπιστρέφει σήμερον ἐκ Γερμανίας ὅπου παρέμεινεν ἐπὶ ἑβδομάδα. bbox=[444, 1409, 669, 1434]
article-body: Ὁ ὑπουργὸς Συγκοινωνιῶν θὰ ἐπισκεφθῇ τὰς αἰθούσας ἐπιβατῶν τῶν ΣΕΚ. bbox=[999, 1530, 1146, 1570]
bottom-row bbox=[20, 1345, 422, 1627]
article-body: ΤΟ αὐστριακὸν πρακτορεῖον εἰδήσεων ΜΠΑ, εἰς τηλεγράφημα ἐκ Πεκίνου ἀναφέρει ὅτι οἱ ἐρυθροὶ φρουροὶ χρησιμοποιοῦν μεσαιωνικὰς μεθόδους βασανιστηρίων κατὰ τῶν πολιτῶν οἱ ὁποῖοι θεωροῦνται ἀντίπαλοι τοῦ καθεστῶτος. Κατὰ τὸ πρακτορεῖον, 1.100 φοιτηταὶ καὶ καθηγηταὶ ἐδάρησαν ἀγρίως, πολλοὶ δὲ ἐξ αὐτῶν ηὐτοκτόνησαν. Εἰς τὰς ἐπαρχίας τῆς χώρας συνεχίζονται αἱ ταραχαὶ καὶ αἱ συγκρούσεις μεταξὺ ἐρυθροφρουρῶν καὶ ἐργατῶν. bbox=[1177, 256, 1542, 359]
column-rule bbox=[433, 84, 434, 2282]
subheading: ΔΕΝ ΠΡΟΚΕΙΤΑΙ ΠΕΡΙ ΝΕΩΝ ΣΤΟΙΧΕΙΩΝ bbox=[1245, 1050, 1473, 1064]
divider bbox=[20, 1119, 422, 1120]
kicker: Η ΠΡΟΜΗΘΕΙΑ ΚΕΦΑΛΑΙΟΥΧΙΚΩΝ ΑΓΑΘΩΝ bbox=[170, 663, 422, 677]
headline-kina: Χρησιμοποιοῦν μεσαιωνικὰς μεθόδους οἱ ἐρυθροὶ φρουροὶ κατὰ πολιτῶν εἰς τὴν Κίναν bbox=[1177, 97, 1495, 205]
newspaper-page bbox=[20, 14, 1550, 2290]
headline-tameio-emporon: ΕΠΕΚΤΕΙΝΕΤΑΙ Η ΝΟΣΟΚΟΜΕΙΑΚΗ ΠΕΡΙΘΑΛΨΙΣ ΤΟΥ ΤΑΜΕΙΟΥ ΕΜΠΟΡΩΝ ΕΙΣ ΟΛΗΝ ΤΗΝ ΧΩΡΑΝ bbox=[708, 943, 1119, 979]
body-text: Ἡ τουρκικὴ ἀστυνομία ἔλαβε σήμερον ἔκτακτα μέτρα καὶ ἐματαίωσε πορείαν τουρκικῶν ὀργανώσεων κατὰ τοῦ Οἰκουμενικοῦ Πατριαρχείου καὶ τῶν ἑλληνικῶν σχολείων τῆς πόλεως. Ἰσχυραὶ ἀστυνομικαὶ δυνάμεις ἐφρούρουν καθ' ὅλην τὴν ἡμέραν τὸ Φανάριον καὶ τὰ ἑλληνικὰ ἱδρύματα. bbox=[681, 797, 987, 874]
dateline: ΟΥΑΣΙΓΚΤΩΝ, 14. (Ἰδιαιτέρα Ὑπηρεσία). bbox=[444, 424, 670, 451]
article-body: Οἱ κινηματογραφισταὶ καλοῦν εἰς συγκέντρωσιν διὰ τὸ φορολογικὸν ζήτημα τῶν κινηματογράφων. bbox=[999, 1662, 1146, 1713]
headline-traumatismoi: ΚΑΙ ΤΡΕΙΣ ΤΡΑΥΜΑΤΙΣΜΟΙ bbox=[1178, 1446, 1342, 1462]
article-body: Κατὰ τὴν διάρκειαν τοῦ χθεσινοῦ εἰκοσιτετραώρου ἐσημειώθησαν τρεῖς τραυματισμοὶ εἰς τροχαῖα ἀτυχήματα. bbox=[1168, 1466, 1353, 1517]
center-lower bbox=[444, 680, 1146, 2030]
headline-leoforeiouxoi: ΑΝΕΣΤΕΛΛΕΤΑΙ Η ΑΠΕΡΓΙΑ ΤΩΝ ΛΕΩΦΟΡΕΙΟΥΧΩΝ bbox=[709, 1468, 959, 1504]
masthead-phones: ΤΗΛΕΦΩΝΟΝ ΓΡΑΦΕΙΟΥ: 624.501 — ΤΥΠΟΓΡΑΦΕΙΑ: ΓΕΡΑΝΙΟΥ 7, ΤΗΛΕΦ. 537.061 bbox=[1112, 35, 1550, 47]
dateline: ΒΙΕΝΝΗ, 14 bbox=[1177, 243, 1252, 256]
body-text: Συνελήφθησαν καὶ προσήχθησαν εἰς τὸν εἰσαγγελέα ὁ διδάσκαλος καὶ ὁ κοινοτικὸς γραμματεὺς χωρίου τῆς περιφερείας, κατηγορούμενοι δι' ἀσελγεῖς πράξεις. bbox=[681, 1390, 987, 1457]
article-body: Κατετέθησαν χθὲς εἰς τὴν Ἐπιτροπὴν Ἐξουσιοδοτήσεως νέα σχέδια νομοθετικῶν διαταγμάτων ἀρμοδιότητος διαφόρων ὑπουργείων, μεταξὺ τῶν ὁποίων καὶ τὸ περὶ ὀργανώσεως τοῦ Ἐθνικοῦ Ἱδρύματος Ἐρευνῶν. bbox=[1168, 1283, 1550, 1335]
headline-kofris: Ο Κ. ΚΟΦΡΗΣ ΑΝΑΧΩΡΕΙ ΣΗΜΕΡΟΝ ΕΙΣ ΟΥΓΓΑΡΙΑΝ bbox=[473, 1289, 640, 1320]
headline-mitropolitou: ΣΥΖΗΤΕΙΤΑΙ Η ΑΝΑΠΛΗΡΩΣΙΣ ΤΟΥ ΜΗΤΡΟΠΟΛΙΤΟΥ ΠΕΙΡΑΙΩΣ ΧΡΥΣΟΣΤΟΜΟΥ bbox=[25, 1492, 210, 1539]
